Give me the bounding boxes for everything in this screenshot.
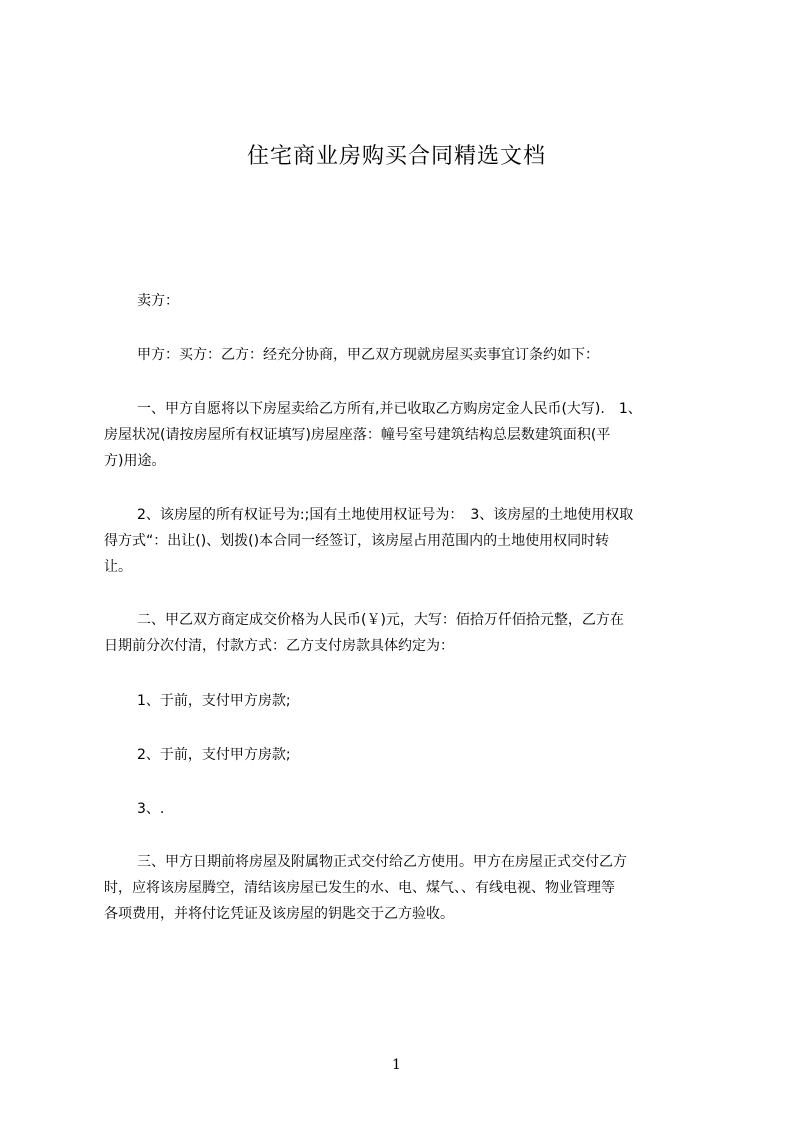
paragraph-line: 日期前分次付清，付款方式：乙方支付房款具体约定为：: [104, 638, 454, 654]
document-title: 住宅商业房购买合同精选文档: [246, 144, 546, 169]
paragraph-line: 时，应将该房屋腾空，清结该房屋已发生的水、电、煤气、、有线电视、物业管理等: [104, 880, 615, 896]
paragraph-line: 二、甲乙双方商定成交价格为人民币(￥)元，大写：佰拾万仟佰拾元整，乙方在: [137, 612, 624, 628]
paragraph-parties: [104, 342, 708, 368]
paragraph-line: 三、甲方日期前将房屋及附属物正式交付给乙方使用。甲方在房屋正式交付乙方: [137, 854, 627, 870]
paragraph-line: 让。: [104, 559, 132, 575]
paragraph-clause-1-2: [104, 502, 708, 580]
paragraph-line: 得方式“：出让()、划拨()本合同一经签订，该房屋占用范围内的土地使用权同时转: [104, 533, 610, 549]
paragraph-line: 2、该房屋的所有权证号为:;国有土地使用权证号为： 3、该房屋的土地使用权取: [137, 507, 634, 523]
paragraph-clause-2: [104, 607, 708, 659]
paragraph-line: 1、于前，支付甲方房款;: [137, 693, 291, 709]
paragraph-line: 卖方：: [137, 293, 179, 309]
paragraph-clause-1: [104, 396, 708, 474]
paragraph-line: 各项费用，并将付讫凭证及该房屋的钥匙交于乙方验收。: [104, 906, 454, 922]
paragraph-payment-1: [104, 688, 708, 714]
paragraph-line: 一、甲方自愿将以下房屋卖给乙方所有,并已收取乙方购房定金人民币(大写). 1、: [137, 401, 642, 417]
page-number: 1: [392, 1057, 401, 1073]
paragraph-payment-3: [104, 796, 708, 822]
paragraph-payment-2: [104, 742, 708, 768]
paragraph-seller: [104, 288, 708, 314]
paragraph-line: 方)用途。: [104, 453, 166, 469]
paragraph-line: 2、于前，支付甲方房款;: [137, 747, 291, 763]
paragraph-line: 甲方：买方：乙方：经充分协商，甲乙双方现就房屋买卖事宜订条约如下：: [137, 347, 599, 363]
paragraph-clause-3: [104, 849, 708, 927]
paragraph-line: 3、.: [137, 801, 165, 817]
paragraph-line: 房屋状况(请按房屋所有权证填写)房屋座落：幢号室号建筑结构总层数建筑面积(平: [104, 427, 611, 443]
